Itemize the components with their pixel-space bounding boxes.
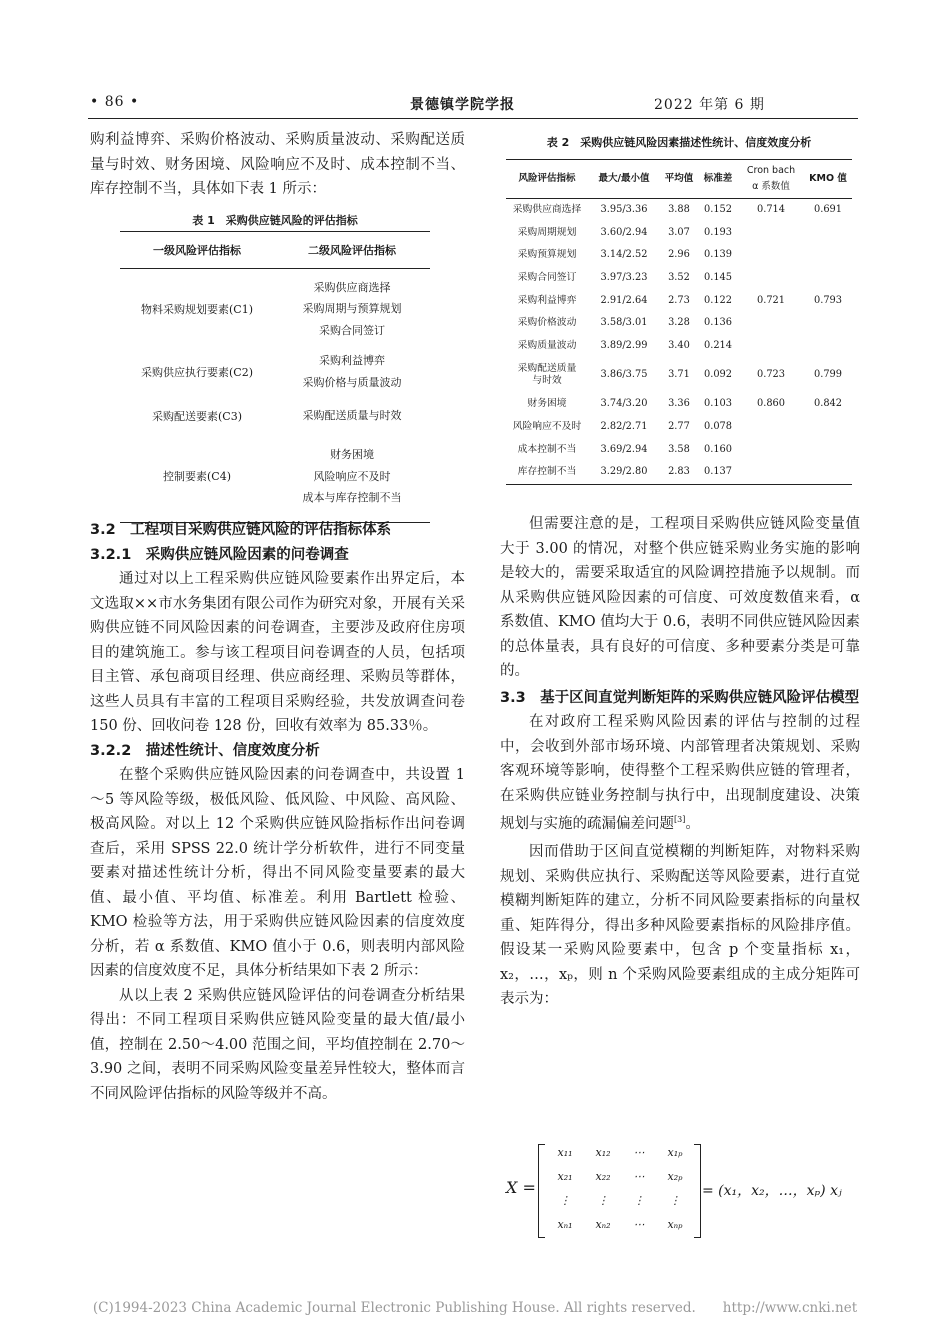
cell-name: 采购周期规划 [517,226,577,238]
level2-cell [274,401,430,431]
equation-lhs: X = [506,1178,536,1197]
cell-alpha [738,438,804,461]
matrix-cell: ⋯ [633,1170,645,1183]
cell-name: 采购供应商选择 [512,204,582,216]
cell-kmo: 0.691 [813,204,843,216]
cell-maxmin: 3.74/3.20 [600,398,648,410]
matrix-equation [506,1140,856,1240]
cell-name: 采购预算规划 [517,249,577,261]
matrix-cell: x₁₂ [595,1146,611,1159]
matrix-cell: x₂₂ [595,1170,611,1183]
table-row [506,267,852,290]
cell-sd: 0.152 [703,204,733,216]
table2-header-alpha: Cron bach α 系数值 [738,160,804,199]
paragraph: 通过对以上工程采购供应链风险要素作出界定后，本文选取××市水务集团有限公司作为研究对象，开展有关采购供应链不同风险因素的问卷调查，主要涉及政府住房项目的建筑施工。参与该工程项目问卷调查的人员，包括项目主管、承包商项目经理、供应商经理、采购员等群体，这些人员具有丰富的工程项目采购经验，共发放调查问卷 150 份、回收问卷 128 份，回收有效率为 85.33％。 [90,571,465,734]
cell-mean: 2.83 [660,461,698,484]
paragraph-text: 在对政府工程采购风险因素的评估与控制的过程中，会收到外部市场环境、内部管理者决策规划、采购客观环境等影响，使得整个工程采购供应链的管理者，在采购供应链业务控制与执行中，出现制度建设、决策规划与实施的疏漏偏差问题 [500,714,860,832]
table2-header-mean: 平均值 [660,160,698,199]
matrix-cell: xₙₚ [667,1218,683,1231]
table-row [120,401,430,431]
cell-mean: 3.58 [668,443,690,455]
table1-header-level2: 二级风险评估指标 [274,232,430,269]
table2-caption: 表 2 采购供应链风险因素描述性统计、信度效度分析 [546,136,812,149]
level2-item: 风险响应不及时 [313,469,391,483]
level2-item: 采购合同签订 [319,323,385,337]
cell-mean: 2.73 [668,294,690,306]
level2-item: 成本与库存控制不当 [302,491,402,504]
section-3-2-2-heading: 3.2.2 描述性统计、信度效度分析 [90,742,320,759]
section-3-2-1-heading: 3.2.1 采购供应链风险因素的问卷调查 [90,546,349,563]
cell-maxmin: 3.95/3.36 [600,204,648,216]
cell-mean: 3.52 [668,272,690,284]
table-row [506,312,852,335]
cell-alpha: 0.714 [756,204,786,216]
table-row [120,343,430,401]
cell-mean: 2.96 [668,249,690,261]
cell-mean: 3.07 [668,226,690,238]
cell-alpha [738,416,804,439]
level2-item: 采购周期与预算规划 [302,302,402,315]
cell-maxmin: 3.86/3.75 [600,369,648,381]
cell-maxmin: 3.14/2.52 [600,249,648,261]
level2-cell [274,343,430,401]
table2-header-kmo: KMO 值 [804,160,852,199]
paragraph: 但需要注意的是，工程项目采购供应链风险变量值大于 3.00 的情况，对整个供应链采购业务实施的影响是较大的，需要采取适宜的风险调控措施予以规制。而从采购供应链风险因素的可信度、可效度数值来看，α 系数值、KMO 值均大于 0.6，表明不同供应链风险因素的总体量表，具有良好的可信度、多种要素分类是可靠的。 [500,516,860,679]
level1-cell: 采购配送要素(C3) [152,409,242,423]
matrix-cell: x₂₁ [557,1170,573,1183]
table-row [120,431,430,523]
cell-name: 采购质量波动 [517,339,577,351]
table1 [120,231,430,523]
cell-alpha [738,312,804,335]
issue-label: 2022 年第 6 期 [654,97,765,113]
cell-mean: 3.88 [668,204,690,216]
left-intro [90,128,465,202]
cell-name: 库存控制不当 [506,461,588,484]
cell-kmo: 0.799 [813,369,843,381]
cell-alpha [738,267,804,290]
level2-item: 采购配送质量与时效 [302,408,402,422]
table2-header-name: 风险评估指标 [506,160,588,199]
cell-alpha [738,335,804,358]
citation: [3] [674,815,686,824]
table-row [506,393,852,416]
cell-alpha [738,244,804,267]
paragraph: 因而借助于区间直觉模糊的判断矩阵，对物料采购规划、采购供应执行、采购配送等风险要素，进行直觉模糊判断矩阵的建立，分析不同风险要素指标的向量权重、矩阵得分，得出多种风险要素指标的风险排序值。假设某一采购风险要素中，包含 p 个变量指标 x₁，x₂，…，xₚ，则 n 个采购风险要素组成的主成分矩阵可表示为： [500,844,860,1008]
cell-maxmin: 3.97/3.23 [600,272,648,284]
level2-item: 采购供应商选择 [313,280,391,294]
matrix-cell: xₙ₁ [557,1218,573,1231]
level2-item: 财务困境 [330,448,374,461]
level1-cell: 控制要素(C4) [120,431,274,523]
matrix-cell: ⋮ [597,1194,609,1207]
cell-sd: 0.122 [703,294,733,306]
cell-kmo [804,461,852,484]
cell-sd: 0.160 [703,443,733,455]
matrix-cell: ⋯ [633,1218,645,1231]
matrix-cell: x₁₁ [557,1146,573,1159]
cell-sd: 0.145 [703,272,733,284]
level2-cell [274,431,430,523]
cell-kmo [804,312,852,335]
cell-name: 风险响应不及时 [512,421,582,433]
table2 [506,159,852,485]
table-row [506,335,852,358]
cell-sd: 0.214 [703,339,733,351]
header-rule [88,118,858,119]
matrix-cell: ⋮ [633,1194,645,1207]
matrix-cell: ⋮ [669,1194,681,1207]
cell-sd: 0.078 [703,421,733,433]
table2-header-maxmin: 最大/最小值 [588,160,660,199]
cell-sd: 0.137 [698,461,738,484]
cell-mean: 3.36 [668,398,690,410]
cell-kmo [804,267,852,290]
cell-alpha [738,461,804,484]
level2-cell [274,269,430,343]
table-row [506,289,852,312]
level1-cell: 物料采购规划要素(C1) [141,302,253,316]
cell-alpha: 0.723 [756,369,786,381]
cell-kmo [804,222,852,245]
table-row [506,416,852,439]
paragraph: 从以上表 2 采购供应链风险评估的问卷调查分析结果得出：不同工程项目采购供应链风险变量的最大值/最小值，控制在 2.50～4.00 范围之间，平均值控制在 2.70～3.90 之间，表明不同采购风险变量差异性较大，整体而言不同风险评估指标的风险等级并不高。 [90,987,465,1102]
cell-sd: 0.136 [703,317,733,329]
right-body [500,512,860,1012]
cell-sd: 0.103 [703,398,733,410]
cell-maxmin: 3.60/2.94 [600,226,648,238]
cell-alpha [738,222,804,245]
cell-kmo: 0.842 [813,398,843,410]
cell-name: 成本控制不当 [517,443,577,455]
table-row [506,357,852,393]
cell-maxmin: 2.82/2.71 [600,421,648,433]
matrix-cell: x₂ₚ [667,1170,683,1183]
cell-alpha: 0.860 [756,398,786,410]
cell-kmo: 0.793 [813,294,843,306]
left-body [90,518,465,1106]
journal-title: 景德镇学院学报 [410,97,515,113]
cell-mean: 3.28 [668,317,690,329]
cell-maxmin: 3.69/2.94 [600,443,648,455]
cell-kmo [804,335,852,358]
cell-kmo [804,244,852,267]
cell-sd: 0.193 [703,226,733,238]
matrix-cell: ⋯ [633,1146,645,1159]
cell-name: 采购配送质量与时效 [517,363,577,387]
copyright-footer: (C)1994-2023 China Academic Journal Electronic Publishing House. All rights reserved. http://www.cnki.net [92,1300,858,1316]
paragraph [500,710,860,836]
equation-rhs: = (x₁，x₂，…，xₚ) xⱼ [702,1183,842,1199]
cell-maxmin: 3.58/3.01 [600,317,648,329]
cell-mean: 3.71 [668,369,690,381]
table2-header-sd: 标准差 [698,160,738,199]
cell-sd: 0.092 [703,369,733,381]
level2-item: 采购价格与质量波动 [302,375,402,389]
page-number: • 86 • [90,94,140,110]
table-row [506,199,852,222]
cell-name: 采购利益博弈 [517,294,577,306]
cell-maxmin: 3.89/2.99 [600,339,648,351]
cell-name: 财务困境 [527,398,567,410]
cell-maxmin: 3.29/2.80 [588,461,660,484]
cell-name: 采购合同签订 [517,272,577,284]
matrix-cell: ⋮ [559,1194,571,1207]
paragraph: 在整个采购供应链风险因素的问卷调查中，共设置 1～5 等风险等级，极低风险、低风险、中风险、高风险、极高风险。对以上 12 个采购供应链风险指标作出问卷调查后，采用 SPSS 22.0 统计学分析软件，进行不同变量要素对描述性统计分析，得出不同风险变量要素的最大值、最小值、平均值、标准差。利用 Bartlett 检验、KMO 检验等方法，用于采购供应链风险因素的信度效度分析，若 α 系数值、KMO 值小于 0.6，则表明内部风险因素的信度效度不足，具体分析结果如下表 2 所示： [90,767,465,979]
table1-header-level1: 一级风险评估指标 [120,232,274,269]
cell-kmo [804,416,852,439]
table-row [506,438,852,461]
level1-cell: 采购供应执行要素(C2) [141,365,253,379]
matrix-cell: x₁ₚ [667,1146,683,1159]
cell-sd: 0.139 [703,249,733,261]
table1-caption: 表 1 采购供应链风险的评估指标 [192,214,358,227]
cell-maxmin: 2.91/2.64 [600,294,648,306]
intro-paragraph: 购利益博弈、采购价格波动、采购质量波动、采购配送质量与时效、财务困境、风险响应不及时、成本控制不当、库存控制不当，具体如下表 1 所示： [90,132,465,197]
level2-item: 采购利益博弈 [319,354,385,367]
table-row [506,461,852,484]
table-row [506,244,852,267]
table-row [506,222,852,245]
cell-mean: 2.77 [668,421,690,433]
section-3-2-heading: 3.2 工程项目采购供应链风险的评估指标体系 [90,522,392,538]
cell-mean: 3.40 [668,339,690,351]
matrix-cell: xₙ₂ [595,1218,611,1231]
cell-name: 采购价格波动 [517,317,577,329]
section-3-3-heading: 3.3 基于区间直觉判断矩阵的采购供应链风险评估模型 [500,689,860,706]
cell-kmo [804,438,852,461]
cell-alpha: 0.721 [756,294,786,306]
paragraph-end: 。 [685,815,700,832]
table-row [120,269,430,343]
